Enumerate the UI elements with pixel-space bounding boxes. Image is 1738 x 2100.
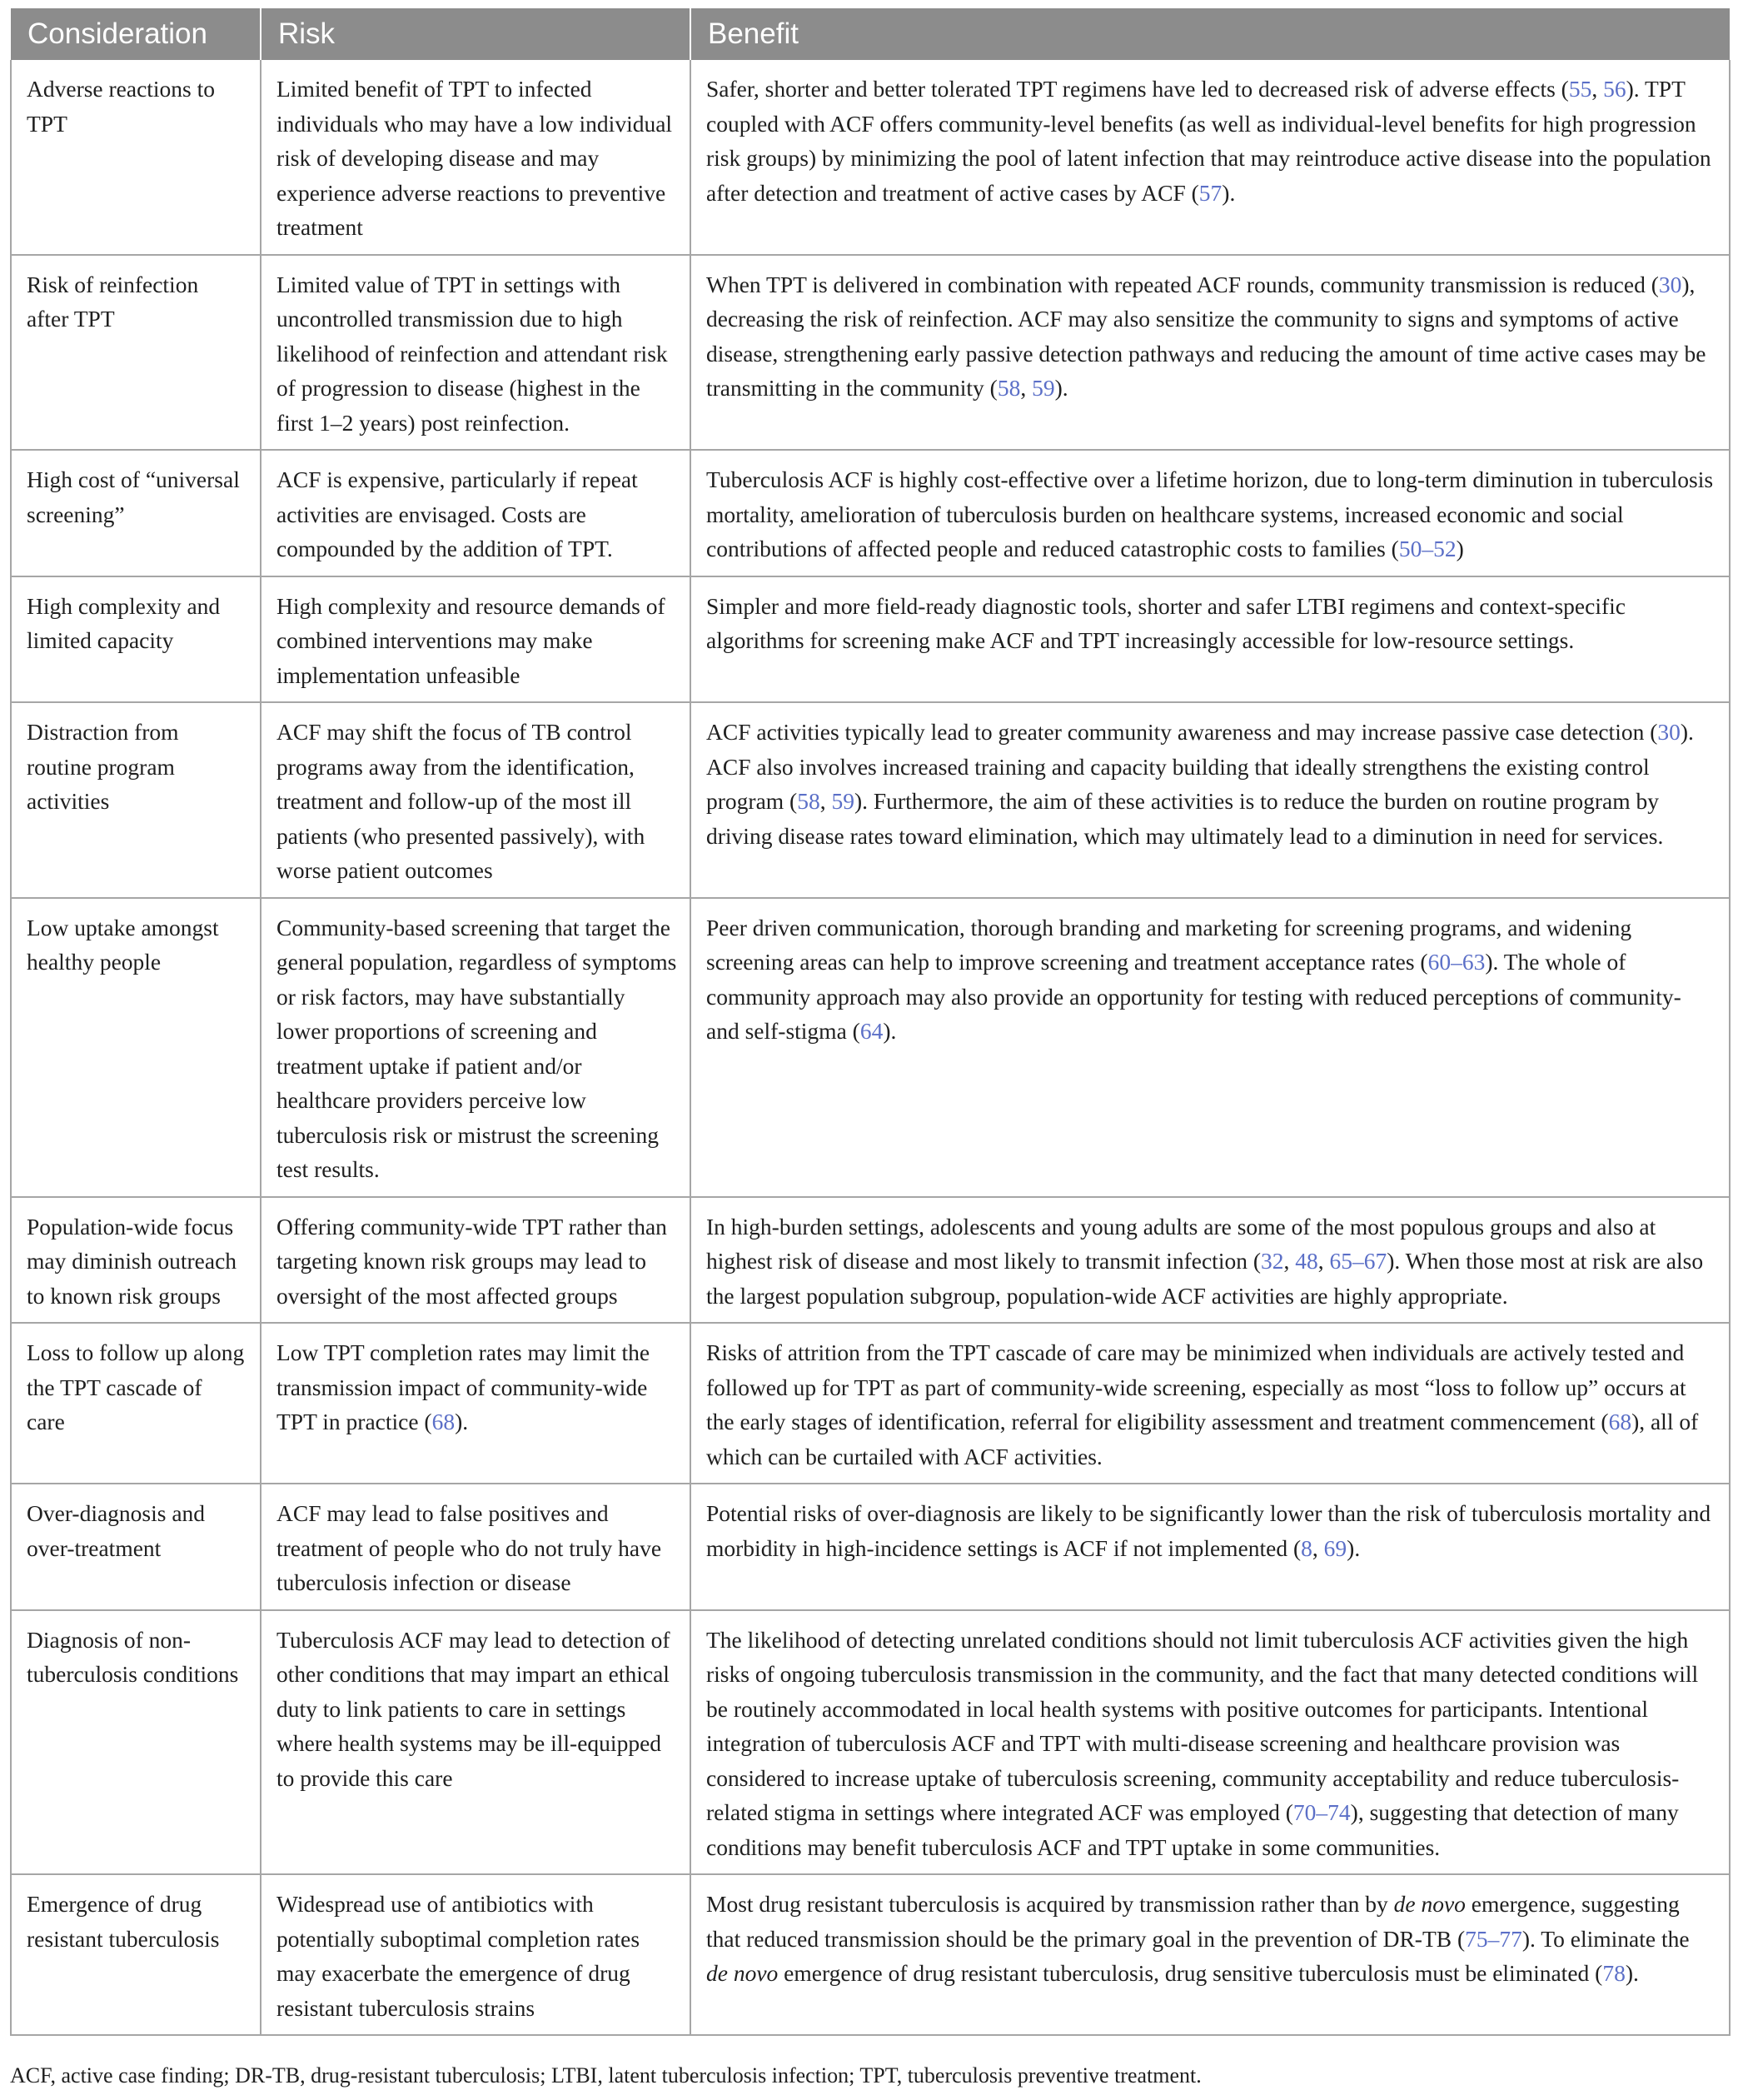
table-row [11,1323,1730,1484]
reference-link[interactable]: 58 [997,375,1021,401]
text-segment: Low TPT completion rates may limit the transmission impact of community-wide TPT in practice ( [276,1339,650,1434]
consideration-cell: High complexity and limited capacity [11,576,261,703]
text-segment: ). [1625,1960,1639,1986]
reference-link[interactable]: 64 [859,1018,884,1044]
text-segment: ). [1347,1534,1361,1561]
text-segment: ), all of which can be curtailed with ACF activities. [706,1409,1699,1469]
text-segment: In high-burden settings, adolescents and young adults are some of the most populous groups and also at highest risk of disease and most likely to transmit infection ( [706,1213,1656,1274]
text-segment: ). The whole of community approach may also provide an opportunity for testing with reduced perceptions of community- and self-stigma ( [706,949,1681,1044]
reference-link[interactable]: 59 [1032,375,1055,401]
consideration-cell: Diagnosis of non-tuberculosis conditions [11,1610,261,1875]
consideration-cell: Low uptake amongst healthy people [11,898,261,1197]
text-segment: Most drug resistant tuberculosis is acquired by transmission rather than by [706,1891,1394,1917]
text-segment: ) [1456,536,1464,561]
reference-link[interactable]: 32 [1261,1248,1284,1274]
risk-cell: Limited benefit of TPT to infected individuals who may have a low individual risk of developing disease and may experience adverse reactions to preventive treatment [261,60,690,255]
benefit-cell [690,60,1730,255]
text-segment: ). [883,1018,897,1044]
table-container [10,8,1729,2036]
table-row [11,255,1730,451]
text-segment: , [1591,76,1604,102]
risk-cell: ACF is expensive, particularly if repeat activities are envisaged. Costs are compounded by the addition of TPT. [261,450,690,576]
benefit-cell [690,450,1730,576]
benefit-cell [690,1874,1730,2035]
risk-cell: Widespread use of antibiotics with potentially suboptimal completion rates may exacerbate the emergence of drug resistant tuberculosis strains [261,1874,690,2035]
header-consideration: Consideration [11,8,261,60]
reference-link[interactable]: 60–63 [1427,949,1486,975]
text-segment: ). ACF also involves increased training and capacity building that ideally strengthens the existing control program ( [706,719,1694,814]
consideration-cell: Distraction from routine program activities [11,702,261,898]
table-row [11,898,1730,1197]
benefit-cell [690,1323,1730,1484]
reference-link[interactable]: 70–74 [1292,1799,1351,1825]
consideration-cell: Adverse reactions to TPT [11,60,261,255]
reference-link[interactable]: 30 [1657,719,1681,745]
benefit-cell [690,1197,1730,1324]
table-header-row [11,8,1730,60]
reference-link[interactable]: 68 [431,1409,456,1434]
reference-link[interactable]: 65–67 [1329,1248,1387,1274]
consideration-cell: Loss to follow up along the TPT cascade of care [11,1323,261,1484]
reference-link[interactable]: 55 [1568,76,1592,102]
header-risk: Risk [261,8,690,60]
reference-link[interactable]: 68 [1608,1409,1632,1434]
consideration-cell: Emergence of drug resistant tuberculosis [11,1874,261,2035]
risk-cell: ACF may lead to false positives and treatment of people who do not truly have tuberculosis infection or disease [261,1484,690,1610]
table-footnote: ACF, active case finding; DR-TB, drug-resistant tuberculosis; LTBI, latent tuberculosis infection; TPT, tuberculosis preventive treatment. [10,2063,1202,2088]
header-benefit: Benefit [690,8,1730,60]
risk-cell [261,1323,690,1484]
text-segment: , [1283,1248,1296,1274]
risk-cell: Tuberculosis ACF may lead to detection of other conditions that may impart an ethical duty to link patients to care in settings where health systems may be ill-equipped to provide this care [261,1610,690,1875]
risk-cell: Offering community-wide TPT rather than targeting known risk groups may lead to oversight of the most affected groups [261,1197,690,1324]
benefit-cell [690,1484,1730,1610]
text-segment: emergence of drug resistant tuberculosis, drug sensitive tuberculosis must be eliminated ( [778,1960,1603,1986]
text-segment: Simpler and more field-ready diagnostic tools, shorter and safer LTBI regimens and context-specific algorithms for screening make ACF and TPT increasingly accessible for low-resource settings. [706,592,1626,653]
table-row [11,1874,1730,2035]
reference-link[interactable]: 56 [1603,76,1626,102]
reference-link[interactable]: 30 [1658,271,1682,297]
table-body [11,60,1730,2035]
text-segment: ). To eliminate the [1521,1925,1690,1952]
consideration-cell: High cost of “universal screening” [11,450,261,576]
benefit-cell [690,576,1730,703]
text-segment: , [1312,1534,1324,1561]
text-segment: When TPT is delivered in combination with repeated ACF rounds, community transmission is reduced ( [706,271,1659,297]
text-segment: Potential risks of over-diagnosis are likely to be significantly lower than the risk of tuberculosis mortality and morbidity in high-incidence settings is ACF if not implemented ( [706,1500,1711,1561]
text-segment: ), suggesting that detection of many conditions may benefit tuberculosis ACF and TPT uptake in some communities. [706,1799,1679,1860]
text-segment: , [1020,375,1033,401]
text-segment: Risks of attrition from the TPT cascade of care may be minimized when individuals are actively tested and followed up for TPT as part of community-wide screening, especially as most “loss to follow up” occurs at the early stages of identification, referral for eligibility assessment and treatment commencement ( [706,1339,1686,1434]
reference-link[interactable]: 59 [831,788,854,814]
text-segment: Tuberculosis ACF is highly cost-effective over a lifetime horizon, due to long-term diminution in tuberculosis mortality, amelioration of tuberculosis burden on healthcare systems, increased economic and social contributions of affected people and reduced catastrophic costs to families ( [706,466,1714,561]
table-row [11,1197,1730,1324]
text-segment: ). When those most at risk are also the largest population subgroup, population-wide ACF activities are highly appropriate. [706,1248,1704,1309]
text-segment: , [819,788,832,814]
consideration-cell: Population-wide focus may diminish outreach to known risk groups [11,1197,261,1324]
table-row [11,1610,1730,1875]
text-segment: ). Furthermore, the aim of these activities is to reduce the burden on routine program by driving disease rates toward elimination, which may ultimately lead to a diminution in need for services. [706,788,1664,849]
risk-cell: ACF may shift the focus of TB control programs away from the identification, treatment and follow-up of the most ill patients (who presented passively), with worse patient outcomes [261,702,690,898]
reference-link[interactable]: 48 [1295,1248,1318,1274]
reference-link[interactable]: 50–52 [1398,536,1457,561]
text-segment: Safer, shorter and better tolerated TPT regimens have led to decreased risk of adverse effects ( [706,76,1569,102]
text-segment: The likelihood of detecting unrelated conditions should not limit tuberculosis ACF activities given the high risks of ongoing tuberculosis transmission in the community, and the fact that many detected conditions will be routinely accommodated in local health systems with positive outcomes for participants. Intentional integration of tuberculosis ACF and TPT with multi-disease screening and healthcare provision was considered to increase uptake of tuberculosis screening, community acceptability and reduce tuberculosis-related stigma in settings where integrated ACF was employed ( [706,1626,1699,1825]
considerations-table [10,8,1731,2036]
table-row [11,576,1730,703]
text-segment: ). [1222,179,1236,206]
text-segment: , [1317,1248,1330,1274]
benefit-cell [690,1610,1730,1875]
text-segment: ). [1054,375,1068,401]
reference-link[interactable]: 8 [1301,1534,1312,1561]
risk-cell: High complexity and resource demands of combined interventions may make implementation unfeasible [261,576,690,703]
text-segment: emergence, suggesting that reduced transmission should be the primary goal in the prevention of DR-TB ( [706,1891,1680,1952]
italic-text: de novo [706,1960,779,1986]
text-segment: ), decreasing the risk of reinfection. ACF may also sensitize the community to signs and symptoms of active disease, strengthening early passive detection pathways and reducing the amount of time active cases may be transmitting in the community ( [706,271,1706,401]
risk-cell: Limited value of TPT in settings with uncontrolled transmission due to high likelihood of reinfection and attendant risk of progression to disease (highest in the first 1–2 years) post reinfection. [261,255,690,451]
consideration-cell: Over-diagnosis and over-treatment [11,1484,261,1610]
text-segment: ). [455,1409,469,1434]
consideration-cell: Risk of reinfection after TPT [11,255,261,451]
benefit-cell [690,702,1730,898]
benefit-cell [690,898,1730,1197]
italic-text: de novo [1393,1891,1466,1917]
text-segment: Peer driven communication, thorough branding and marketing for screening programs, and widening screening areas can help to improve screening and treatment acceptance rates ( [706,914,1632,975]
risk-cell: Community-based screening that target the general population, regardless of symptoms or risk factors, may have substantially lower proportions of screening and treatment uptake if patient and/or healthcare providers perceive low tuberculosis risk or mistrust the screening test results. [261,898,690,1197]
table-row [11,702,1730,898]
table-row [11,450,1730,576]
table-row [11,1484,1730,1610]
text-segment: ACF activities typically lead to greater community awareness and may increase passive case detection ( [706,719,1658,745]
text-segment: ). TPT coupled with ACF offers community-level benefits (as well as individual-level benefits for high progression risk groups) by minimizing the pool of latent infection that may reintroduce active disease into the population after detection and treatment of active cases by ACF ( [706,76,1711,206]
table-row [11,60,1730,255]
reference-link[interactable]: 58 [797,788,820,814]
reference-link[interactable]: 69 [1323,1534,1347,1561]
reference-link[interactable]: 78 [1602,1960,1626,1986]
benefit-cell [690,255,1730,451]
reference-link[interactable]: 57 [1198,179,1223,206]
reference-link[interactable]: 75–77 [1465,1925,1522,1952]
